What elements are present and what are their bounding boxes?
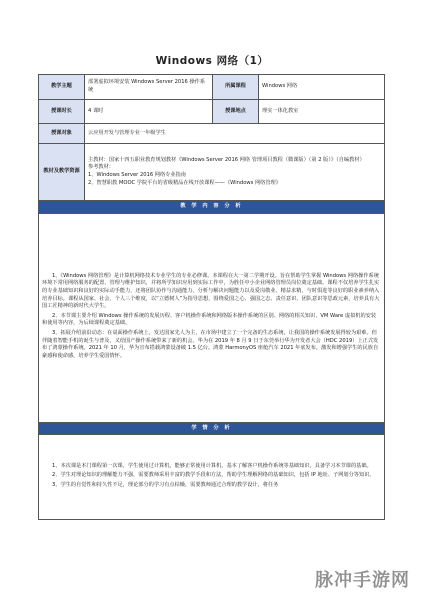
row-hours [39,100,385,124]
hours-value: 4 课时 [85,100,213,124]
target-value: 云应用开发与管理专业一年级学生 [85,124,385,144]
analysis-heading: 教 学 内 容 分 析 [39,201,385,214]
row-analysis-heading [39,201,385,214]
materials-label: 教材及教学资源 [39,144,85,201]
hours-label: 授课时长 [39,100,85,124]
analysis-paragraph: 1、《Windows 网络管理》是计算机网络技术专业学生的专业必修课。本课程在大一第二学期开设。旨在帮助学生掌握 Windows 网络操作系统环境下常用网络服务的配置、管理与维护知识，并将所学知识应用到实际工作中，为胜任中小企业网络管理员岗位奠定基础。课程不仅培养学生扎实的专业基础知识和良好的实际动手能力，还将团队协作与沟通能力、分析与解决问题能力以及爱岗敬业、精益求精、与时俱进等良好的职业素养纳入培养目标。课程从国家、社会、个人三个维度，以“立德树人”为指导思想，围绕爱国之心、强国之志、责任意识、团队意识等思政元素，培养具有大国工匠精神的新时代大学生。 [42,272,380,310]
course-label: 所属课程 [213,75,259,100]
materials-line: 1、Windows Server 2016 网络专业指南 [88,172,186,178]
place-label: 授课地点 [213,100,259,124]
materials-line: 参考教材： [88,164,114,171]
course-value: Windows 网络 [259,75,385,100]
row-target [39,124,385,144]
row-analysis-body [39,213,385,422]
materials-line: 主教材：国家十四五职业教育规划教材《Windows Server 2016 网络 管理项目教程（微课版）（第 2 版）》（自编教材） [88,156,365,163]
materials-line: 2、智慧职教 MOOC 学院平台的省级精品在线开放课程——《Windows 网络管理》 [88,179,281,186]
place-value: 理实一体化教室 [259,100,385,124]
situation-body [39,435,385,520]
topic-label: 教学主题 [39,75,85,100]
analysis-paragraph: 3、拓展介绍前沿动态：在桌面操作系统上，发达国家先人为主，在市场中建立了一个完备的生态系统，让我国的操作系统发展得较为艰难。但伴随着智能手机的诞生与普及，又给国产操作系统带来了新的机会。华为在 2019 年 8 月 9 日于东莞举行华为开发者大会（HDC 2019）上正式发布了鸿蒙操作系统。2021 年 10 月，华为宣布搭载鸿蒙设备破 1.5 亿台。鸿蒙 HarmonyOS 座舱汽车 2021 年底发布。激发和增强学生的民族自豪感和使命感，培养学生爱国情怀。 [42,329,379,359]
site-watermark: 脉冲手游网 [315,570,410,591]
row-topic [39,75,385,100]
situation-paragraph: 3、学生的自觉性和持久性不足，理论部分的学习有点枯燥，需要教师通过合理的教学设计，将任务 [52,481,279,488]
materials-value [85,144,385,201]
target-label: 授课对象 [39,124,85,144]
row-situation-body [39,435,385,520]
row-situation-heading [39,422,385,435]
situation-paragraph: 2、学生对理论知识的理解能力不强，需要教师采用丰富的教学手段和方法，帮助学生理解网络的基础知识，包括 IP 地址、子网划分等知识。 [52,472,375,479]
situation-heading: 学 情 分 析 [39,422,385,435]
situation-paragraph: 1、本次课是本门课程第一次课，学生使用过计算机，能够正常使用计算机，基本了解客户机操作系统等基础知识，具备学习本节课的基础。 [52,462,372,469]
analysis-body [39,213,385,422]
analysis-paragraph: 2、本节课主要介绍 Windows 操作系统的发展历程、客户机操作系统和网络版本操作系统的区别、网络的相关知识、VM Ware 虚拟机的安装和使用等内容，为后续课程奠定基础。 [42,312,377,327]
topic-value: 部署虚拟环境安装 Windows Server 2016 操作系统 [85,75,213,100]
lesson-plan-table [38,74,385,520]
row-materials [39,144,385,201]
document-title: Windows 网络（1） [155,55,269,67]
